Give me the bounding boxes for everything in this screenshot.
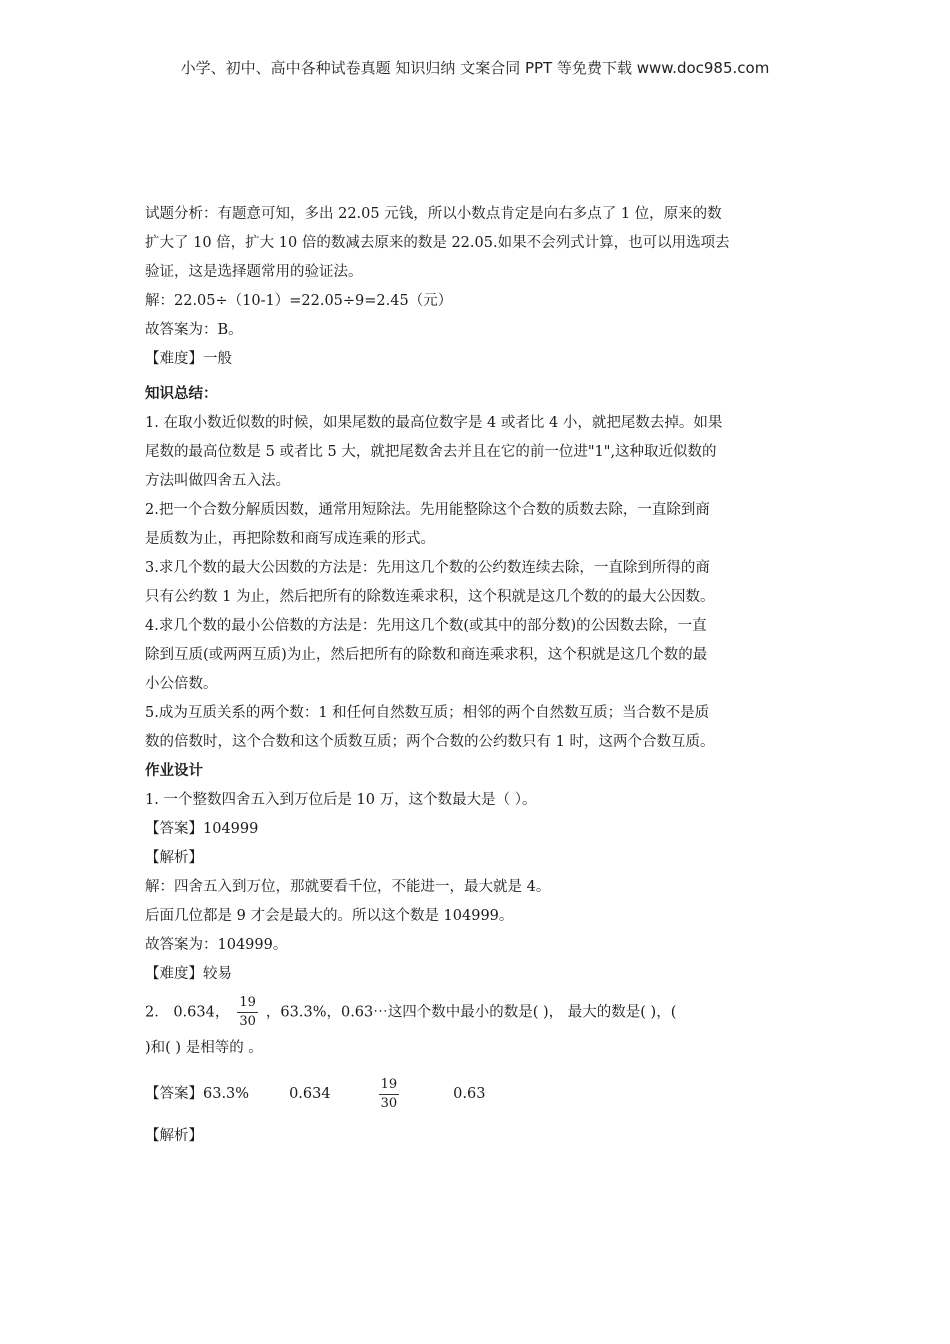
q1-difficulty: 【难度】较易 — [145, 966, 232, 982]
q2-prefix: 2． 0.634， — [145, 1004, 230, 1021]
q2-line-2: )和( ) 是相等的 。 — [145, 1040, 263, 1056]
summary-line: 1. 在取小数近似数的时候，如果尾数的最高位数字是 4 或者比 4 小，就把尾数去掉。如果 — [145, 415, 723, 431]
page-header: 小学、初中、高中各种试卷真题 知识归纳 文案合同 PPT 等免费下载 www.doc985.com — [180, 59, 770, 77]
summary-line: 2.把一个合数分解质因数，通常用短除法。先用能整除这个合数的质数去除，一直除到商 — [145, 502, 710, 518]
q1-solution-line: 解：四舍五入到万位，那就要看千位，不能进一，最大就是 4。 — [145, 879, 551, 895]
fraction-numerator: 19 — [379, 1077, 400, 1095]
q2-answer-value: 0.63 — [453, 1086, 486, 1102]
q2-answer — [145, 1077, 810, 1112]
difficulty-line: 【难度】一般 — [145, 351, 232, 367]
summary-line: 数的倍数时，这个合数和这个质数互质；两个合数的公约数只有 1 时，这两个合数互质。 — [145, 734, 715, 750]
analysis-line: 试题分析：有题意可知，多出 22.05 元钱，所以小数点肯定是向右多点了 1 位，原来的数 — [145, 206, 722, 222]
fraction — [237, 995, 258, 1030]
solution-line: 解：22.05÷（10-1）=22.05÷9=2.45（元） — [145, 293, 453, 309]
fraction-numerator: 19 — [237, 995, 258, 1013]
summary-line: 方法叫做四舍五入法。 — [145, 473, 290, 489]
homework-title: 作业设计 — [145, 763, 203, 779]
summary-line: 尾数的最高位数是 5 或者比 5 大，就把尾数舍去并且在它的前一位进"1",这种取近似数的 — [145, 444, 717, 460]
q1-analysis-label: 【解析】 — [145, 850, 203, 866]
q2-suffix: ，63.3%，0.63⋯这四个数中最小的数是( )， 最大的数是( )，( — [265, 1004, 677, 1021]
summary-line: 只有公约数 1 为止，然后把所有的除数连乘求积，这个积就是这几个数的的最大公因数。 — [145, 589, 715, 605]
summary-line: 除到互质(或两两互质)为止，然后把所有的除数和商连乘求积，这个积就是这几个数的最 — [145, 647, 708, 663]
q1-solution-line: 后面几位都是 9 才会是最大的。所以这个数是 104999。 — [145, 908, 514, 924]
answer-line: 故答案为：B。 — [145, 322, 243, 338]
summary-line: 小公倍数。 — [145, 676, 218, 692]
q2-analysis-label: 【解析】 — [145, 1128, 203, 1144]
fraction-denominator: 30 — [239, 1014, 256, 1029]
q2-answer-fraction — [379, 1077, 400, 1112]
q2-answer-value: 0.634 — [289, 1086, 331, 1102]
summary-line: 5.成为互质关系的两个数：1 和任何自然数互质；相邻的两个自然数互质；当合数不是质 — [145, 705, 710, 721]
question-2 — [145, 995, 810, 1030]
document-body — [145, 200, 810, 1151]
analysis-line: 扩大了 10 倍，扩大 10 倍的数减去原来的数是 22.05.如果不会列式计算，也可以用选项去 — [145, 235, 730, 251]
summary-line: 是质数为止，再把除数和商写成连乘的形式。 — [145, 531, 435, 547]
q1-solution-line: 故答案为：104999。 — [145, 937, 288, 953]
analysis-line: 验证，这是选择题常用的验证法。 — [145, 264, 363, 280]
fraction-denominator: 30 — [380, 1096, 398, 1111]
question-1: 1. 一个整数四舍五入到万位后是 10 万，这个数最大是（ ）。 — [145, 792, 537, 808]
summary-line: 4.求几个数的最小公倍数的方法是：先用这几个数(或其中的部分数)的公因数去除，一直 — [145, 618, 707, 634]
summary-title: 知识总结： — [145, 386, 218, 402]
summary-line: 3.求几个数的最大公因数的方法是：先用这几个数的公约数连续去除，一直除到所得的商 — [145, 560, 710, 576]
q2-answer-label: 【答案】63.3% — [145, 1086, 250, 1102]
q1-answer: 【答案】104999 — [145, 821, 259, 837]
